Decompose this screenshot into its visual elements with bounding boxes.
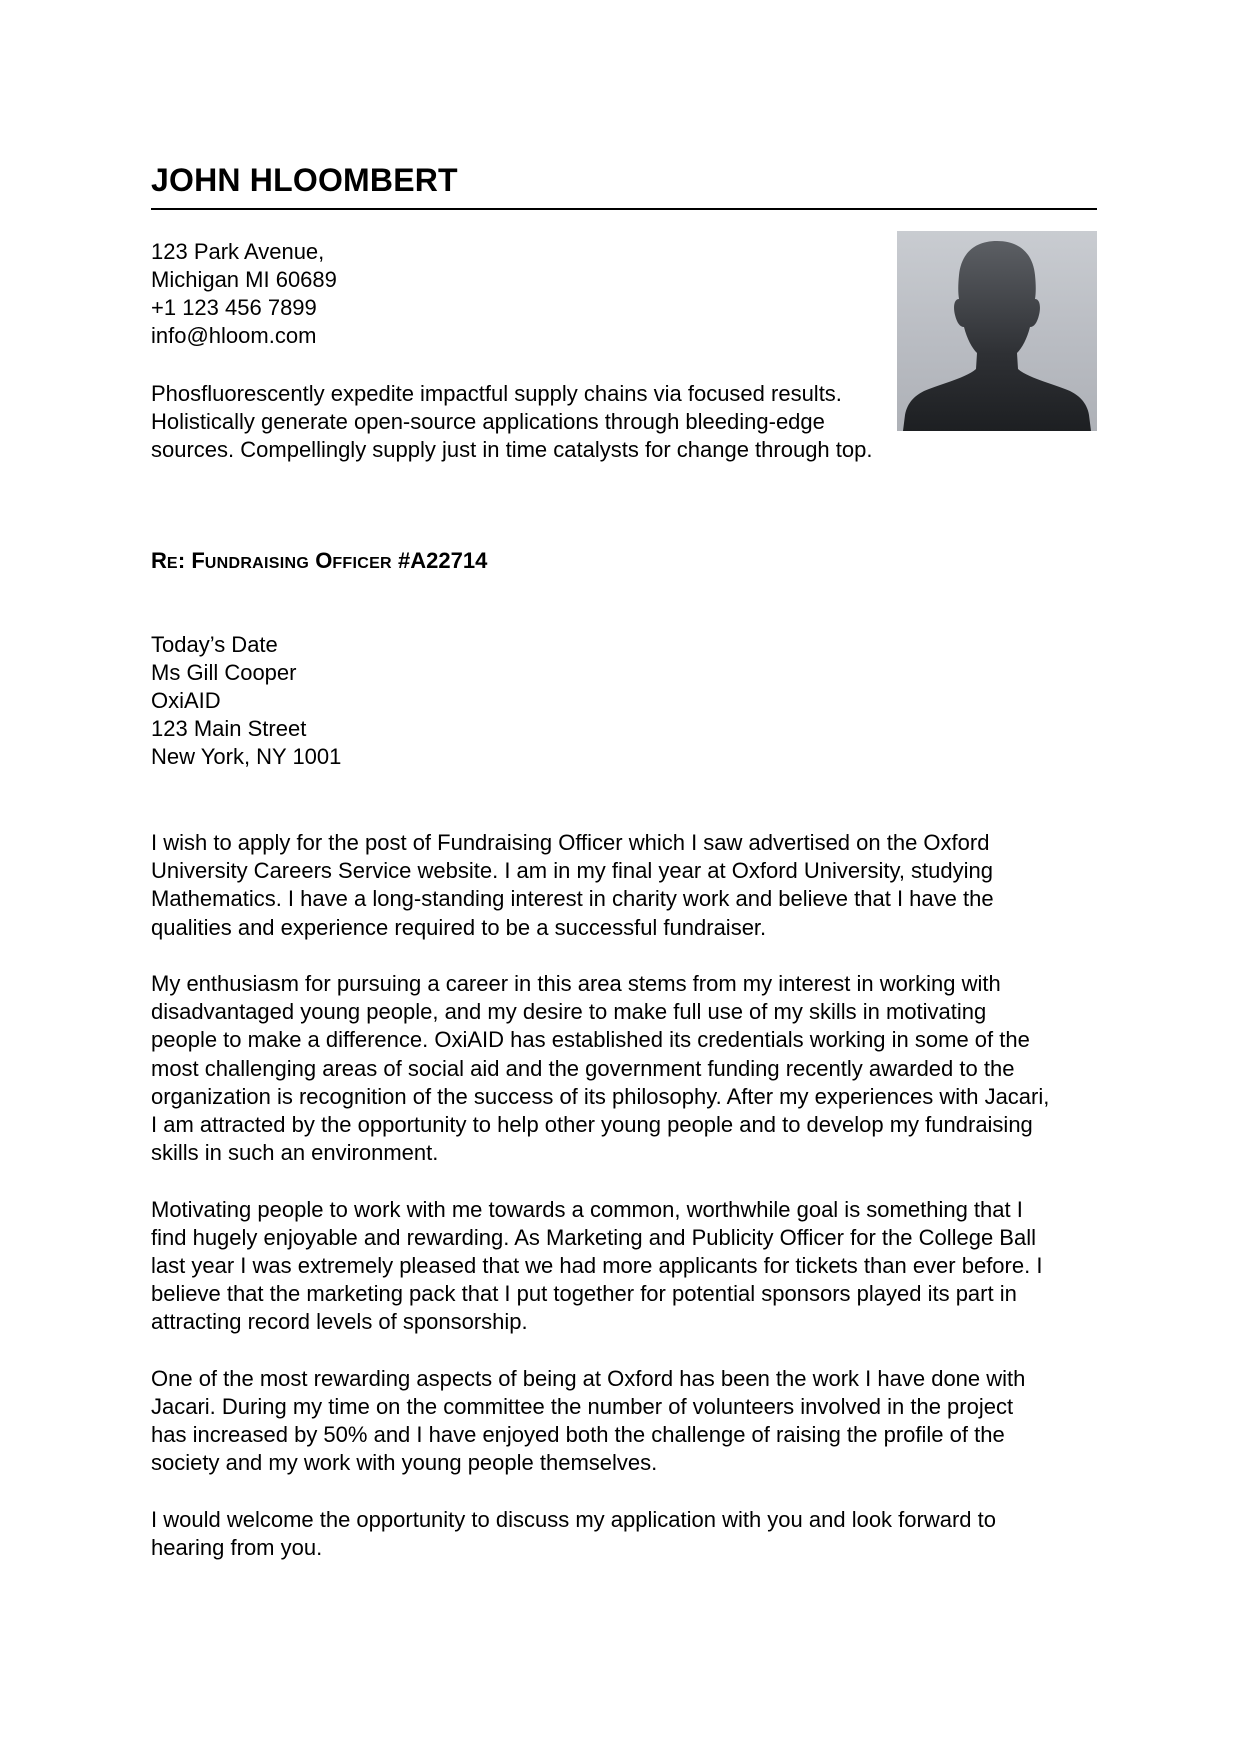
paragraph-line: attracting record levels of sponsorship.: [151, 1309, 528, 1335]
letter-paragraph: [151, 1196, 1111, 1337]
paragraph-line: find hugely enjoyable and rewarding. As Marketing and Publicity Officer for the College Ball: [151, 1224, 1036, 1250]
subject-part: O: [309, 548, 333, 573]
paragraph-line: skills in such an environment.: [151, 1140, 439, 1166]
paragraph-line: I would welcome the opportunity to discuss my application with you and look forward to: [151, 1506, 996, 1532]
summary-line: Phosfluorescently expedite impactful supply chains via focused results.: [151, 381, 842, 406]
summary-line: Holistically generate open-source applications through bleeding-edge: [151, 409, 825, 434]
subject-line: [151, 547, 487, 578]
paragraph-line: Motivating people to work with me towards a common, worthwhile goal is something that I: [151, 1196, 1023, 1222]
paragraph-line: last year I was extremely pleased that we had more applicants for tickets than ever before. I: [151, 1253, 1043, 1279]
subject-part: : F: [177, 548, 205, 573]
paragraph-line: I wish to apply for the post of Fundraising Officer which I saw advertised on the Oxford: [151, 830, 990, 855]
letter-paragraph: [151, 970, 1111, 1167]
recipient-city: New York, NY 1001: [151, 744, 342, 769]
paragraph-line: people to make a difference. OxiAID has established its credentials working in some of the: [151, 1027, 1030, 1053]
recipient-organization: OxiAID: [151, 688, 221, 713]
recipient-street: 123 Main Street: [151, 716, 307, 741]
profile-photo: [897, 231, 1097, 431]
paragraph-line: I am attracted by the opportunity to help other young people and to develop my fundraising: [151, 1112, 1033, 1138]
subject-part: UNDRAISING: [204, 555, 310, 572]
subject-part: R: [151, 548, 167, 573]
subject-part: E: [166, 555, 178, 572]
paragraph-line: My enthusiasm for pursuing a career in this area stems from my interest in working with: [151, 971, 1001, 996]
paragraph-line: Mathematics. I have a long-standing interest in charity work and believe that I have the: [151, 886, 994, 912]
contact-block: [151, 238, 337, 350]
paragraph-line: One of the most rewarding aspects of being at Oxford has been the work I have done with: [151, 1365, 1026, 1391]
paragraph-line: hearing from you.: [151, 1535, 323, 1561]
paragraph-line: society and my work with young people themselves.: [151, 1450, 658, 1476]
paragraph-line: believe that the marketing pack that I put together for potential sponsors played its part in: [151, 1281, 1017, 1307]
letter-body: [151, 829, 1111, 1590]
subject-part: #A22714: [391, 548, 488, 573]
email-address: info@hloom.com: [151, 323, 317, 348]
header-divider: [151, 208, 1097, 210]
recipient-name: Ms Gill Cooper: [151, 660, 297, 685]
summary-line: sources. Compellingly supply just in time catalysts for change through top.: [151, 437, 873, 462]
recipient-block: [151, 631, 341, 771]
profile-summary: [151, 380, 931, 464]
phone-number: +1 123 456 7899: [151, 295, 317, 320]
paragraph-line: University Careers Service website. I am in my final year at Oxford University, studying: [151, 858, 993, 884]
subject-part: FFICER: [332, 555, 392, 572]
paragraph-line: has increased by 50% and I have enjoyed both the challenge of raising the profile of the: [151, 1422, 1005, 1448]
address-line-2: Michigan MI 60689: [151, 267, 337, 292]
person-silhouette-icon: [897, 231, 1097, 431]
applicant-name: JOHN HLOOMBERT: [151, 162, 458, 198]
letter-paragraph: [151, 829, 1111, 942]
letter-date: Today’s Date: [151, 632, 278, 657]
paragraph-line: disadvantaged young people, and my desire to make full use of my skills in motivating: [151, 999, 987, 1025]
paragraph-line: qualities and experience required to be a successful fundraiser.: [151, 914, 767, 940]
address-line-1: 123 Park Avenue,: [151, 239, 325, 264]
letter-paragraph: [151, 1506, 1111, 1562]
paragraph-line: organization is recognition of the success of its philosophy. After my experiences with Jacari,: [151, 1083, 1050, 1109]
letter-paragraph: [151, 1365, 1111, 1478]
paragraph-line: Jacari. During my time on the committee the number of volunteers involved in the project: [151, 1394, 1014, 1420]
paragraph-line: most challenging areas of social aid and the government funding recently awarded to the: [151, 1055, 1015, 1081]
